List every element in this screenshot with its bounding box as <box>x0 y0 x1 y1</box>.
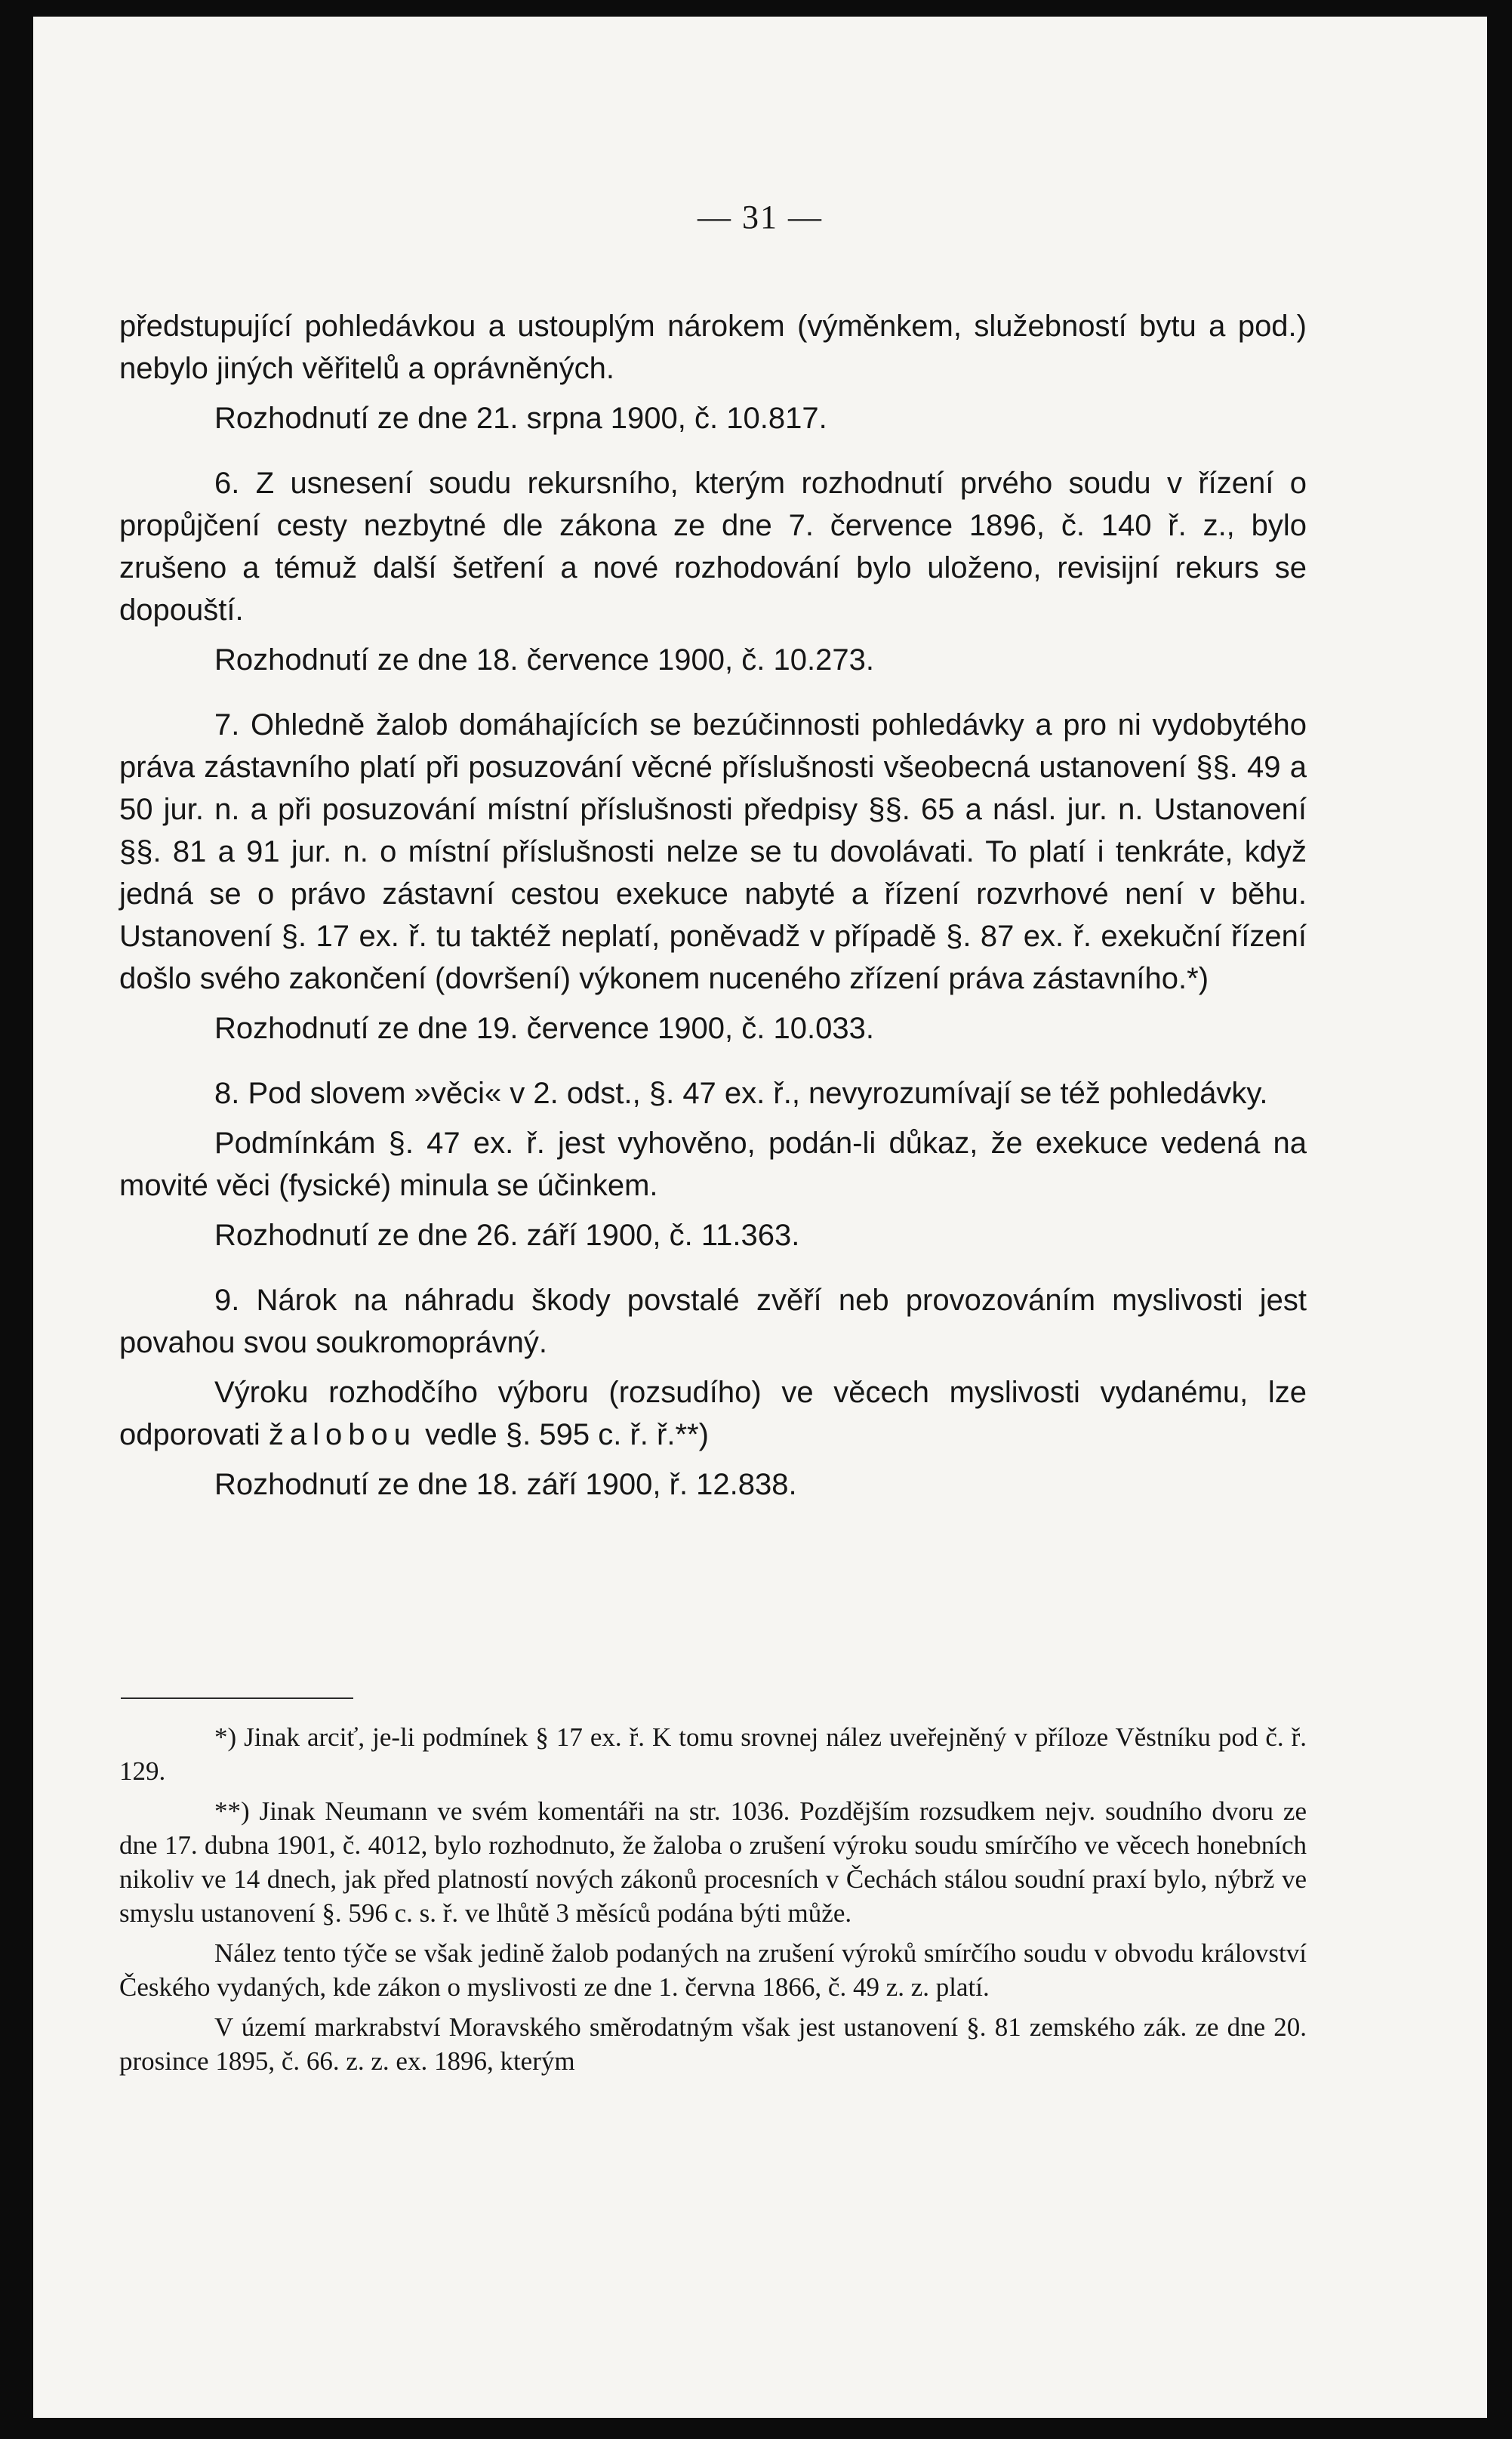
footnotes <box>119 1720 1307 2084</box>
book-page <box>33 17 1487 2418</box>
spaced-emphasis: žalobou <box>268 1418 417 1451</box>
decision-reference-9: Rozhodnutí ze dne 18. září 1900, ř. 12.838. <box>214 1468 797 1501</box>
decision-reference-1: Rozhodnutí ze dne 21. srpna 1900, č. 10.817. <box>214 402 827 435</box>
footnote-1: *) Jinak arciť, je-li podmínek § 17 ex. ř. K tomu srovnej nález uveřejněný v příloze Věstníku pod č. ř. 129. <box>119 1722 1307 1786</box>
footnote-2-continued-2: V území markrabství Moravského směrodatným však jest ustanovení §. 81 zemského zák. ze dne 20. prosince 1895, č. 66. z. z. ex. 1896, kterým <box>119 2012 1307 2076</box>
paragraph-9-second <box>119 1371 1307 1456</box>
footnote-separator <box>121 1697 353 1699</box>
paragraph-9: 9. Nárok na náhradu škody povstalé zvěří neb provozováním myslivosti jest povahou svou soukromoprávný. <box>119 1284 1307 1359</box>
page-number: — 31 — <box>697 199 823 236</box>
footnote-2-continued: Nález tento týče se však jedině žalob podaných na zrušení výroků smírčího soudu v obvodu království Českého vydaných, kde zákon o myslivosti ze dne 1. června 1866, č. 49 z. z. platí. <box>119 1938 1307 2002</box>
paragraph-8-second: Podmínkám §. 47 ex. ř. jest vyhověno, podán-li důkaz, že exekuce vedená na movité věci (fysické) minula se účinkem. <box>119 1127 1307 1202</box>
paragraph-7: 7. Ohledně žalob domáhajících se bezúčinnosti pohledávky a pro ni vydobytého práva zástavního platí při posuzování věcné příslušnosti všeobecná ustanovení §§. 49 a 50 jur. n. a při posuzování místní příslušnosti předpisy §§. 65 a násl. jur. n. Ustanovení §§. 81 a 91 jur. n. o místní příslušnosti nelze se tu dovolávati. To platí i tenkráte, když jedná se o právo zástavní cestou exekuce nabyté a řízení rozvrhové není v běhu. Ustanovení §. 17 ex. ř. tu taktéž neplatí, poněvadž v případě §. 87 ex. ř. exekuční řízení došlo svého zakončení (dovršení) výkonem nuceného zřízení práva zástavního.*) <box>119 708 1307 995</box>
decision-reference-8: Rozhodnutí ze dne 26. září 1900, č. 11.363. <box>214 1219 800 1252</box>
decision-reference-6: Rozhodnutí ze dne 18. července 1900, č. 10.273. <box>214 643 874 677</box>
text-run: Výroku rozhodčího výboru (rozsudího) ve věcech myslivosti vydanému, lze odporovati <box>119 1376 1307 1451</box>
text-run: vedle §. 595 c. ř. ř.**) <box>425 1418 709 1451</box>
paragraph-8: 8. Pod slovem »věci« v 2. odst., §. 47 ex. ř., nevyrozumívají se též pohledávky. <box>214 1077 1268 1110</box>
paragraph-6: 6. Z usnesení soudu rekursního, kterým rozhodnutí prvého soudu v řízení o propůjčení cesty nezbytné dle zákona ze dne 7. července 1896, č. 140 ř. z., bylo zrušeno a témuž další šetření a nové rozhodování bylo uloženo, revisijní rekurs se dopouští. <box>119 467 1307 627</box>
paragraph-continuation: předstupující pohledávkou a ustouplým nárokem (výměnkem, služebností bytu a pod.) nebylo jiných věřitelů a oprávněných. <box>119 310 1307 385</box>
decision-reference-7: Rozhodnutí ze dne 19. července 1900, č. 10.033. <box>214 1012 874 1045</box>
main-text <box>119 305 1307 1506</box>
footnote-2: **) Jinak Neumann ve svém komentáři na str. 1036. Pozdějším rozsudkem nejv. soudního dvoru ze dne 17. dubna 1901, č. 4012, bylo rozhodnuto, že žaloba o zrušení výroku soudu smírčího ve věcech honebních nikoliv ve 14 dnech, jak před platností nových zákonů procesních v Čechách stálou soudní praxí bylo, nýbrž ve smyslu ustanovení §. 596 c. s. ř. ve lhůtě 3 měsíců podána býti může. <box>119 1796 1307 1928</box>
